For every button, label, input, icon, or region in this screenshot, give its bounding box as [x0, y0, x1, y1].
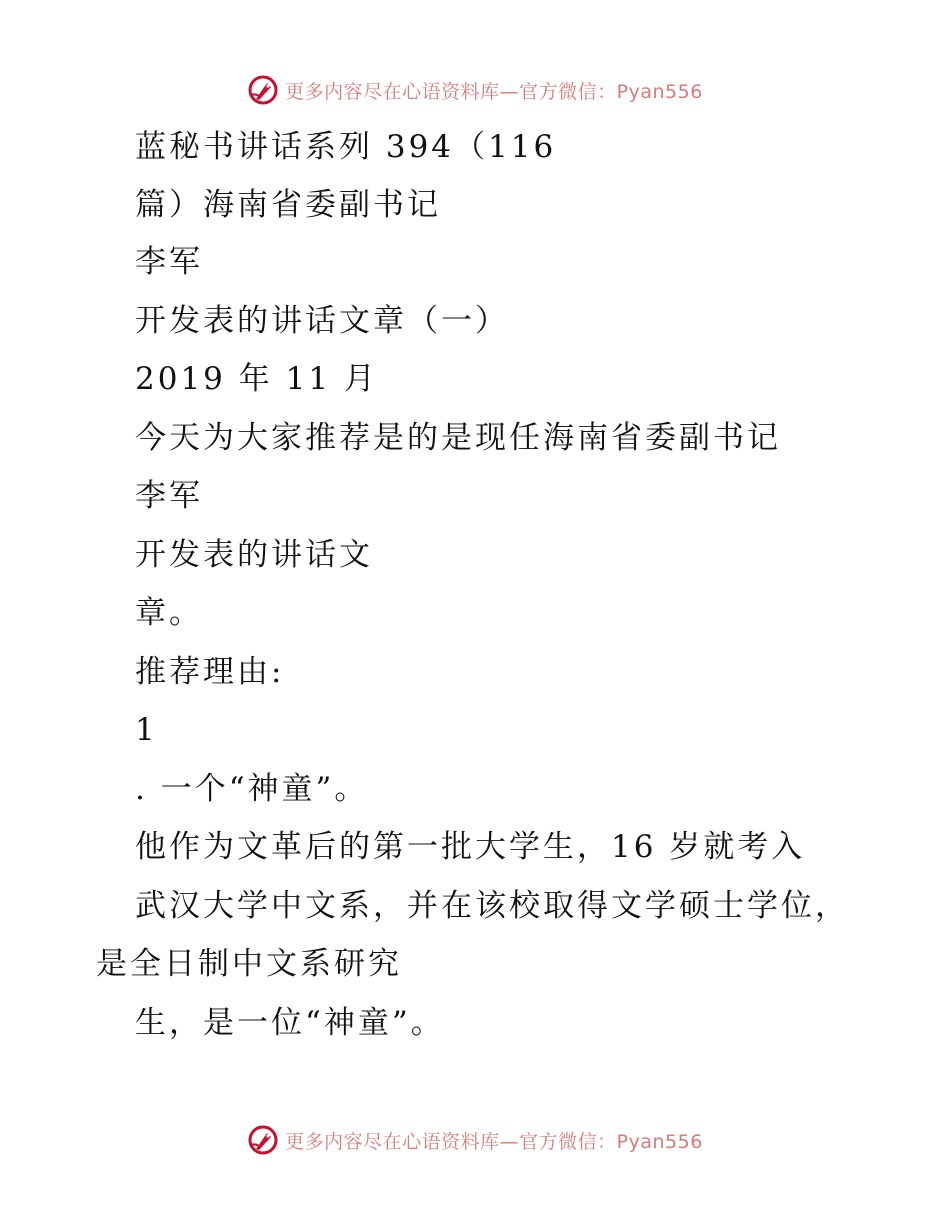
header-banner-text: 更多内容尽在心语资料库—官方微信：Pyan556: [285, 80, 703, 103]
footer-banner: [0, 1120, 950, 1160]
title-line-1: 蓝秘书讲话系列 394（116: [135, 129, 557, 165]
paragraph-line: 今天为大家推荐是的是现任海南省委副书记: [135, 420, 781, 456]
date-line: 2019 年 11 月: [135, 361, 378, 397]
paragraph-line: 李军: [135, 478, 203, 514]
title-line-3: 李军: [135, 244, 203, 280]
pen-nib-logo-icon: [247, 1124, 279, 1156]
paragraph-line: 开发表的讲话文: [135, 537, 373, 573]
list-item-title: . 一个“神童”。: [135, 771, 369, 807]
title-line-2: 篇）海南省委副书记: [135, 187, 441, 223]
footer-banner-text: 更多内容尽在心语资料库—官方微信：Pyan556: [285, 1130, 703, 1153]
header-banner: [0, 70, 950, 110]
title-line-4: 开发表的讲话文章（一）: [135, 303, 509, 339]
paragraph-line: 他作为文革后的第一批大学生，16 岁就考入: [135, 829, 806, 865]
paragraph-line: 章。: [135, 595, 203, 631]
paragraph-line: 生，是一位“神童”。: [135, 1005, 445, 1041]
paragraph-line: 是全日制中文系研究: [96, 946, 402, 982]
list-number: 1: [135, 712, 158, 748]
pen-nib-logo-icon: [247, 74, 279, 106]
section-heading: 推荐理由:: [135, 654, 285, 690]
paragraph-line: 武汉大学中文系，并在该校取得文学硕士学位，: [135, 888, 849, 924]
